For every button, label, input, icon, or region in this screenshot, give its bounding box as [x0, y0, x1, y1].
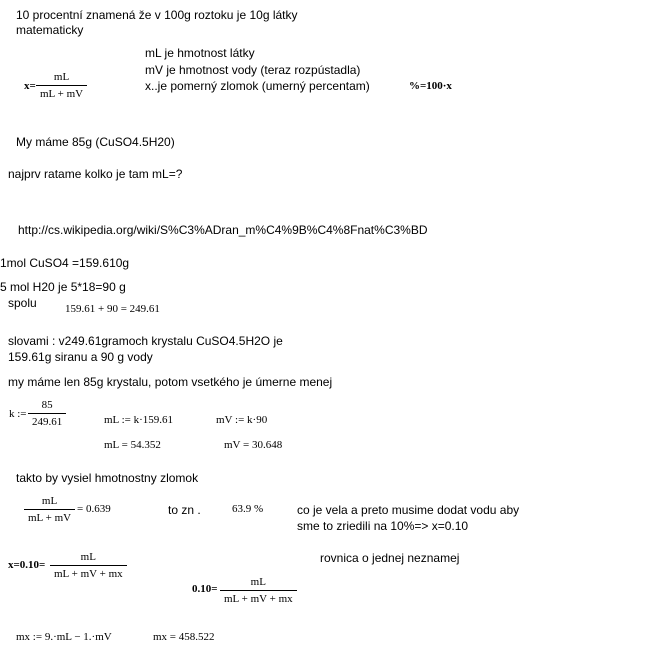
- formula1-denominator: mL + mV: [36, 85, 87, 100]
- definition-mV: mV je hmotnost vody (teraz rozpústadla): [145, 63, 361, 77]
- mx-definition: mx := 9.·mL − 1.·mV: [16, 631, 112, 643]
- mL-definition: mL := k·159.61: [104, 414, 174, 426]
- formula1-fraction: [36, 71, 87, 100]
- to-zn: to zn .: [168, 503, 201, 517]
- words-line-2: 159.61g siranu a 90 g vody: [8, 350, 153, 364]
- equation4-fraction: [220, 576, 297, 605]
- takto-statement: takto by vysiel hmotnostny zlomok: [16, 471, 199, 485]
- wikipedia-link[interactable]: http://cs.wikipedia.org/wiki/S%C3%ADran_m%C4%9B%C4%8Fnat%C3%BD: [18, 223, 428, 237]
- equation3-denominator: mL + mV + mx: [50, 565, 127, 580]
- equation3-fraction: [50, 551, 127, 580]
- intro-line-2: matematicky: [16, 23, 84, 37]
- definition-x: x..je pomerný zlomok (umerný percentam): [145, 79, 370, 93]
- equation3-numerator: mL: [80, 551, 96, 563]
- mass-fraction-denominator: mL + mV: [24, 509, 75, 524]
- percent-value: 63.9 %: [232, 503, 264, 515]
- mL-value: mL = 54.352: [104, 439, 161, 451]
- formula1-lhs: x=: [24, 80, 36, 92]
- k-fraction: [28, 399, 66, 428]
- spolu-label: spolu: [8, 296, 37, 310]
- only-statement: my máme len 85g krystalu, potom vsetkého je úmerne menej: [8, 375, 333, 389]
- formula1-numerator: mL: [53, 71, 70, 83]
- words-line-1: slovami : v249.61gramoch krystalu CuSO4.5H2O je: [8, 334, 283, 348]
- equation4-numerator: mL: [250, 576, 266, 588]
- rovnica-label: rovnica o jednej neznamej: [320, 551, 460, 565]
- mass-fraction: [24, 495, 75, 524]
- mass-fraction-result: = 0.639: [77, 503, 111, 515]
- definition-mL: mL je hmotnost látky: [145, 46, 255, 60]
- percent-equation: %=100·x: [409, 80, 452, 92]
- k-lhs: k :=: [9, 408, 27, 420]
- k-denominator: 249.61: [28, 413, 66, 428]
- mol-h2o: 5 mol H20 je 5*18=90 g: [0, 280, 126, 294]
- equation4-denominator: mL + mV + mx: [220, 590, 297, 605]
- mV-value: mV = 30.648: [224, 439, 283, 451]
- mass-fraction-numerator: mL: [41, 495, 58, 507]
- equation3-lhs: x=0.10=: [8, 559, 46, 571]
- mol-cuso4: 1mol CuSO4 =159.610g: [0, 256, 130, 270]
- equation4-lhs: 0.10=: [192, 583, 218, 595]
- have-statement: My máme 85g (CuSO4.5H20): [16, 135, 175, 149]
- comment-line-2: sme to zriedili na 10%=> x=0.10: [297, 519, 469, 533]
- k-numerator: 85: [41, 399, 53, 411]
- first-step: najprv ratame kolko je tam mL=?: [8, 167, 183, 181]
- intro-line-1: 10 procentní znamená že v 100g roztoku je 10g látky: [16, 8, 298, 22]
- comment-line-1: co je vela a preto musime dodat vodu aby: [297, 503, 520, 517]
- spolu-expression: 159.61 + 90 = 249.61: [65, 303, 160, 315]
- mx-value: mx = 458.522: [153, 631, 215, 643]
- mV-definition: mV := k·90: [216, 414, 268, 426]
